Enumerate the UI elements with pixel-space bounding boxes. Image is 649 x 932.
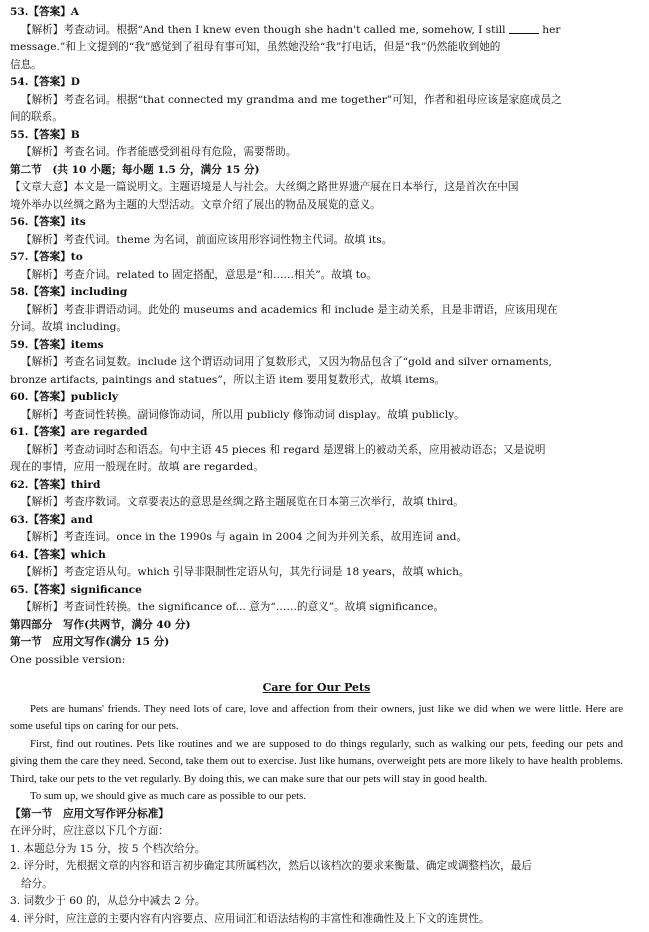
q60-answer: 60.【答案】publicly (10, 391, 119, 403)
scoring-item: 给分。 (21, 877, 53, 890)
q56-answer: 56.【答案】its (10, 216, 86, 228)
q65-answer: 65.【答案】significance (10, 583, 142, 596)
q53-answer: 53.【答案】A (10, 6, 80, 18)
q54-analysis-line: 【解析】考查名词。根据“that connected my grandma and me together”可知，作者和祖母应该是家庭成员之 (21, 93, 562, 106)
scoring-item: 2. 评分时，先根据文章的内容和语言初步确定其所属档次，然后以该档次的要求来衡量、确定或调整档次，最后 (10, 860, 532, 872)
q59-analysis-line: bronze artifacts, paintings and statues”，所以主语 item 要用复数形式，故填 items。 (10, 373, 446, 386)
scoring-heading: 【第一节 应用文写作评分标准】 (10, 807, 169, 820)
essay-body (10, 701, 623, 806)
q55-answer: 55.【答案】B (10, 128, 80, 141)
section2-heading: 第二节 (共 10 小题；每小题 1.5 分，满分 15 分) (10, 163, 260, 176)
q59-analysis-line: 【解析】考查名词复数。include 这个谓语动词用了复数形式，又因为物品包含了“gold and silver ornaments, (21, 356, 552, 368)
scoring-intro: 在评分时，应注意以下几个方面： (10, 825, 169, 837)
essay-title: Care for Our Pets (262, 681, 371, 694)
q53-analysis-line: 信息。 (10, 58, 42, 71)
q55-analysis-line: 【解析】考查名词。作者能感受到祖母有危险，需要帮助。 (21, 146, 297, 158)
answer-blank (509, 23, 539, 34)
q57-answer: 57.【答案】to (10, 251, 83, 263)
q64-answer: 64.【答案】which (10, 548, 106, 561)
section2-summary-line: 境外举办以丝绸之路为主题的大型活动。文章介绍了展出的物品及展览的意义。 (10, 198, 381, 211)
essay-paragraph: To sum up, we should give as much care as possible to our pets. (30, 790, 307, 802)
q63-answer: 63.【答案】and (10, 513, 93, 526)
essay-paragraph: Pets are humans' friends. They need lots of care, love and affection from their owners, just like we did when we were little. Here are some useful tips on caring for our pets. (10, 702, 623, 732)
q56-analysis-line: 【解析】考查代词。theme 为名词，前面应该用形容词性物主代词。故填 its。 (21, 233, 393, 246)
q61-answer: 61.【答案】are regarded (10, 426, 148, 438)
scoring-item: 3. 词数少于 60 的，从总分中减去 2 分。 (10, 895, 206, 907)
q60-analysis-line: 【解析】考查词性转换。副词修饰动词，所以用 publicly 修饰动词 display。故填 publicly。 (21, 408, 465, 421)
q62-analysis-line: 【解析】考查序数词。文章要表达的意思是丝绸之路主题展览在日本第三次举行，故填 third。 (21, 496, 464, 508)
q61-analysis-line: 现在的事情，应用一般现在时。故填 are regarded。 (10, 461, 264, 473)
possible-version-label: One possible version: (10, 653, 126, 666)
essay-paragraph: First, find out routines. Pets like routines and we are supposed to do things regularly, such as walking our pets, feeding our pets and giving them the care they need. Second, take them out to exercise. Just like humans, overweight pets are more likely to have health problems. Third, take our pets to the vet regularly. By doing this, we can make sure that our pets will stay in good health. (10, 737, 623, 785)
scoring-item: 4. 评分时，应注意的主要内容有内容要点、应用词汇和语法结构的丰富性和准确性及上下文的连贯性。 (10, 912, 490, 925)
q65-analysis-line: 【解析】考查词性转换。the significance of... 意为“……的意义”。故填 significance。 (21, 601, 445, 613)
q57-analysis-line: 【解析】考查介词。related to 固定搭配，意思是“和……相关”。故填 to。 (21, 268, 377, 281)
scoring-item: 1. 本题总分为 15 分，按 5 个档次给分。 (10, 842, 206, 855)
q54-analysis-line: 间的联系。 (10, 111, 63, 123)
q64-analysis-line: 【解析】考查定语从句。which 引导非限制性定语从句，其先行词是 18 years，故填 which。 (21, 566, 470, 578)
part4-heading: 第四部分 写作(共两节，满分 40 分) (10, 618, 191, 631)
q53-analysis-line: 【解析】考查动词。根据“And then I knew even though she hadn't called me, somehow, I still her (21, 23, 561, 36)
section2-summary-line: 【文章大意】本文是一篇说明文。主题语境是人与社会。大丝绸之路世界遗产展在日本举行，这是首次在中国 (10, 181, 519, 193)
q61-analysis-line: 【解析】考查动词时态和语态。句中主语 45 pieces 和 regard 是逻辑上的被动关系，应用被动语态；又是说明 (21, 443, 546, 456)
q63-analysis-line: 【解析】考查连词。once in the 1990s 与 again in 2004 之间为并列关系，故用连词 and。 (21, 531, 468, 543)
q62-answer: 62.【答案】third (10, 478, 101, 491)
q54-answer: 54.【答案】D (10, 76, 80, 88)
q53-analysis-line: message.”和上文提到的“我”感觉到了祖母有事可知，虽然她没给“我”打电话，但是“我”仍然能收到她的 (10, 41, 501, 53)
q58-analysis-line: 【解析】考查非谓语动词。此处的 museums and academics 和 include 是主动关系，且是非谓语，应该用现在 (21, 303, 558, 316)
part4-section1-heading: 第一节 应用文写作(满分 15 分) (10, 636, 170, 648)
q58-answer: 58.【答案】including (10, 286, 128, 298)
q59-answer: 59.【答案】items (10, 338, 104, 351)
q58-analysis-line: 分词。故填 including。 (10, 321, 128, 333)
